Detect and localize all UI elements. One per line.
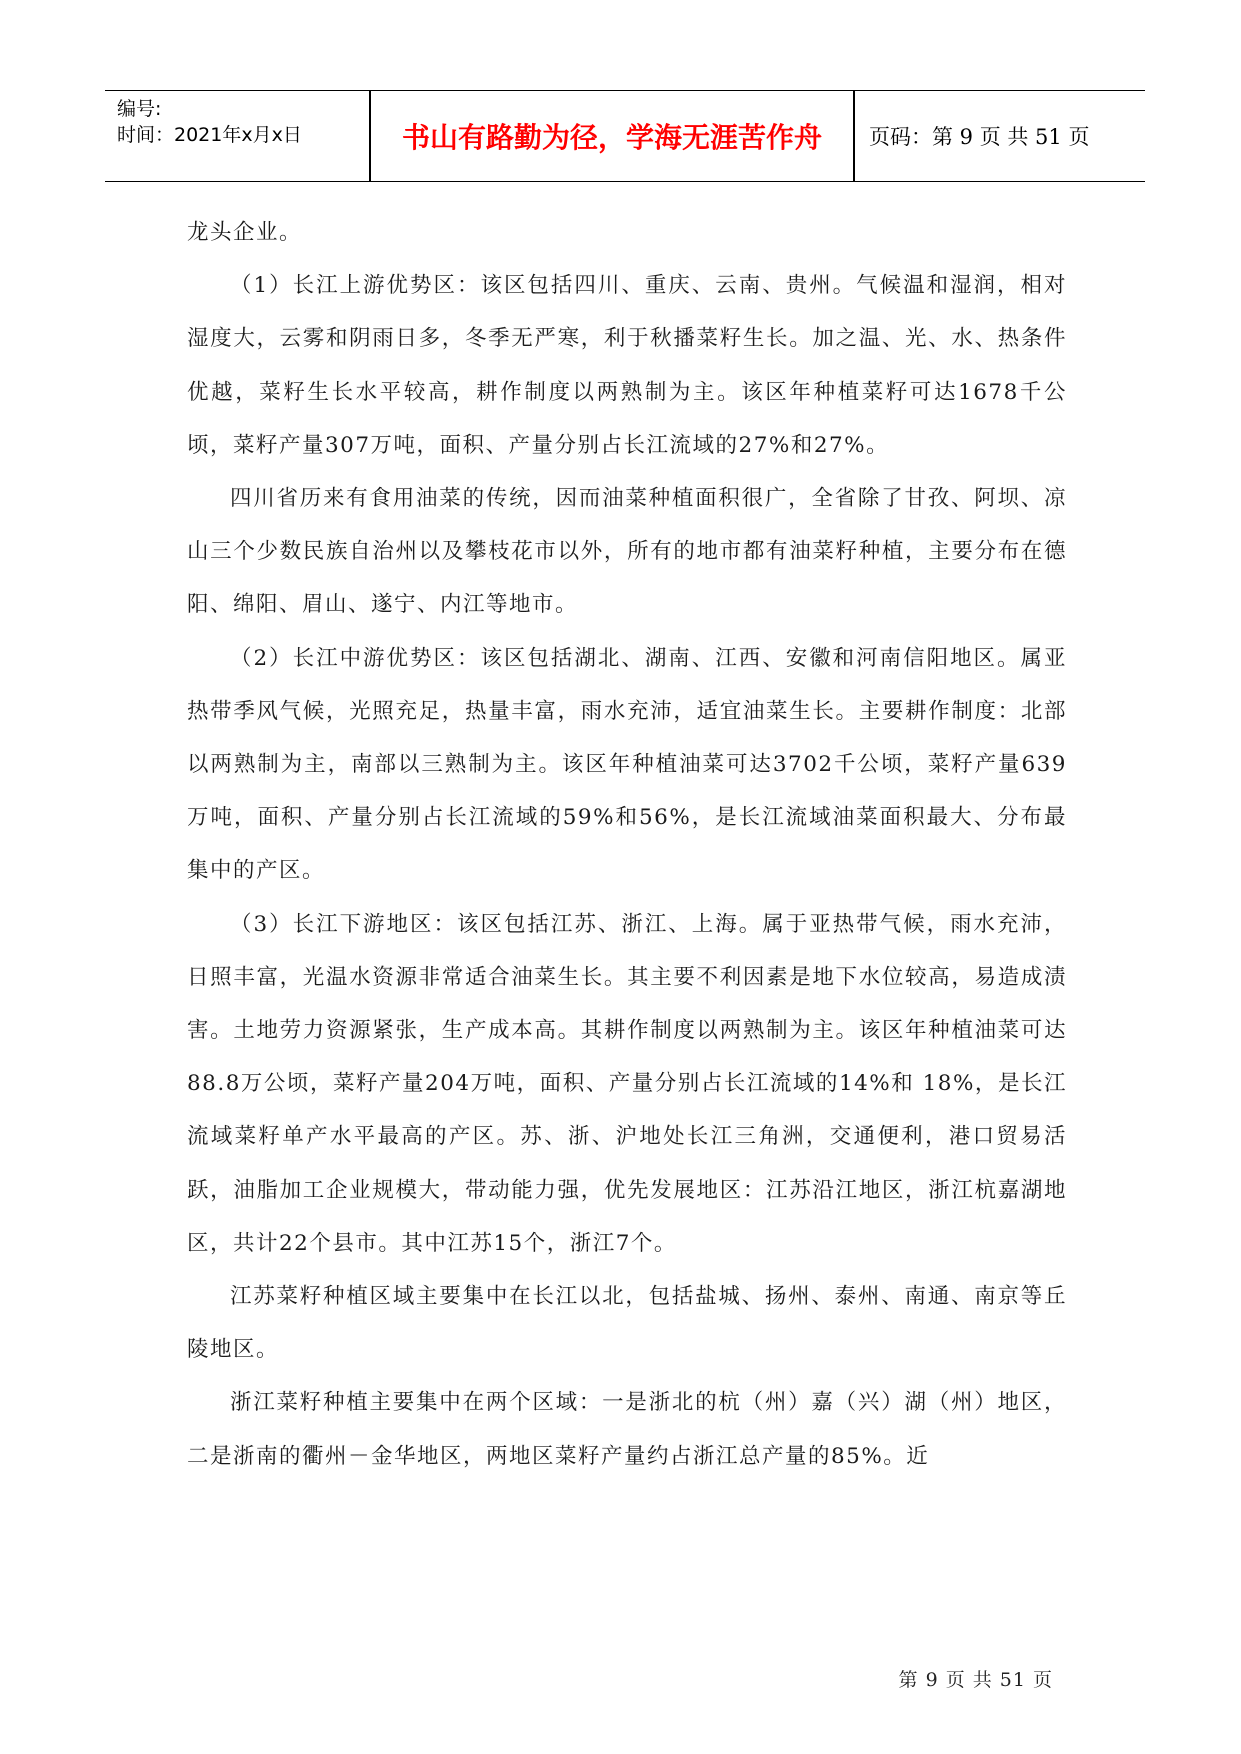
header-motto: 书山有路勤为径，学海无涯苦作舟 [401, 121, 822, 154]
body-paragraph: （2）长江中游优势区：该区包括湖北、湖南、江西、安徽和河南信阳地区。属亚热带季风气候，光照充足，热量丰富，雨水充沛，适宜油菜生长。主要耕作制度：北部以两熟制为主，南部以三熟制为主。该区年种植油菜可达3702千公顷，菜籽产量639万吨，面积、产量分别占长江流域的59%和56%，是长江流域油菜面积最大、分布最集中的产区。 [187, 645, 1067, 884]
page-footer: 第 9 页 共 51 页 [898, 1669, 1053, 1691]
header-meta [105, 91, 369, 181]
body-paragraph: （3）长江下游地区：该区包括江苏、浙江、上海。属于亚热带气候，雨水充沛，日照丰富，光温水资源非常适合油菜生长。其主要不利因素是地下水位较高，易造成渍害。土地劳力资源紧张，生产成本高。其耕作制度以两熟制为主。该区年种植油菜可达88.8万公顷，菜籽产量204万吨，面积、产量分别占长江流域的14%和 18%，是长江流域菜籽单产水平最高的产区。苏、浙、沪地处长江三角洲，交通便利，港口贸易活跃，油脂加工企业规模大，带动能力强，优先发展地区：江苏沿江地区，浙江杭嘉湖地区，共计22个县市。其中江苏15个，浙江7个。 [187, 911, 1067, 1256]
page-header [105, 90, 1145, 182]
body-paragraph: （1）长江上游优势区：该区包括四川、重庆、云南、贵州。气候温和湿润，相对湿度大，云雾和阴雨日多，冬季无严寒，利于秋播菜籽生长。加之温、光、水、热条件优越，菜籽生长水平较高，耕作制度以两熟制为主。该区年种植菜籽可达1678千公顷，菜籽产量307万吨，面积、产量分别占长江流域的27%和27%。 [187, 273, 1067, 458]
body-paragraph: 浙江菜籽种植主要集中在两个区域：一是浙北的杭（州）嘉（兴）湖（州）地区，二是浙南的衢州－金华地区，两地区菜籽产量约占浙江总产量的85%。近 [187, 1390, 1067, 1469]
header-divider [853, 91, 855, 181]
body-paragraph: 龙头企业。 [187, 220, 303, 245]
body-paragraph: 四川省历来有食用油菜的传统，因而油菜种植面积很广，全省除了甘孜、阿坝、凉山三个少数民族自治州以及攀枝花市以外，所有的地市都有油菜籽种植，主要分布在德阳、绵阳、眉山、遂宁、内江等地市。 [187, 486, 1067, 618]
header-page-number: 页码：第 9 页 共 51 页 [869, 125, 1090, 149]
document-time-label: 时间：2021年x月x日 [117, 124, 302, 146]
document-body [187, 206, 1067, 1483]
document-code-label: 编号: [117, 98, 162, 120]
body-paragraph: 江苏菜籽种植区域主要集中在长江以北，包括盐城、扬州、泰州、南通、南京等丘陵地区。 [187, 1284, 1067, 1363]
